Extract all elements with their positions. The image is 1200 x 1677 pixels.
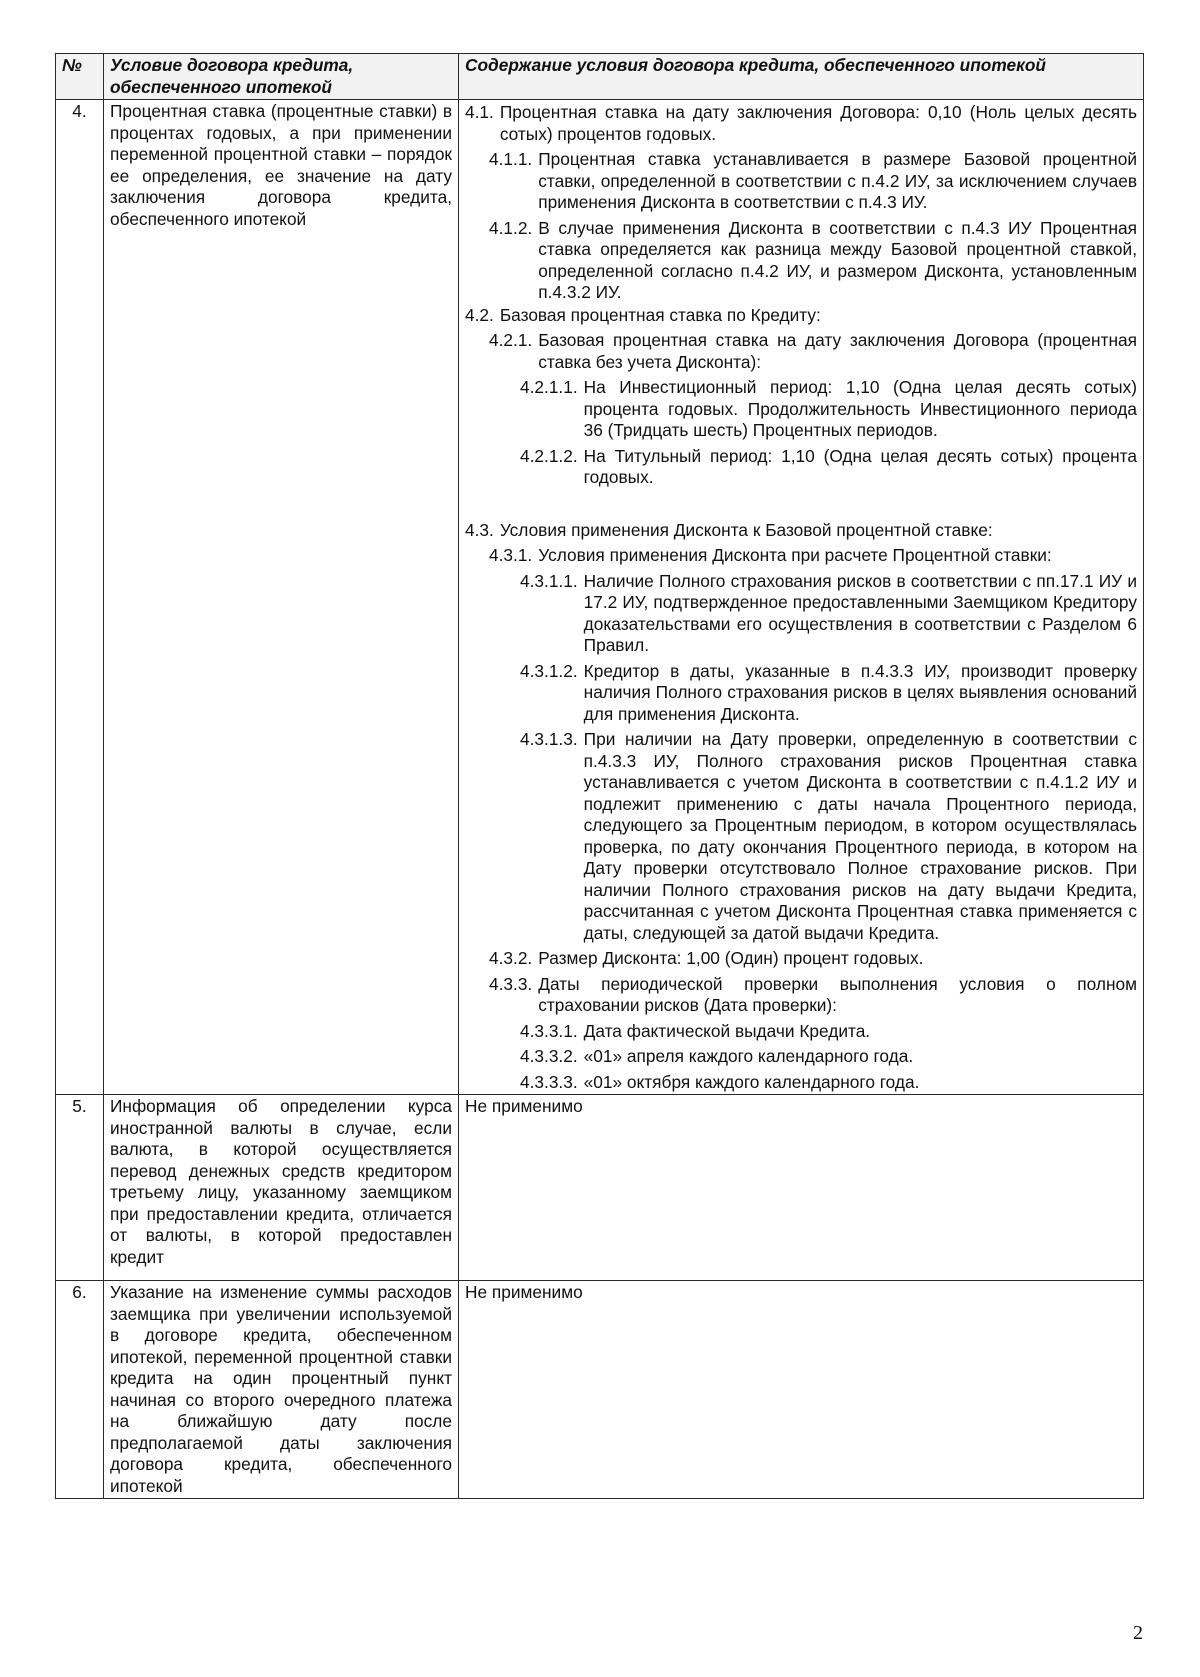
clause-text: На Титульный период: 1,10 (Одна целая десять сотых) процента годовых. bbox=[583, 445, 1137, 487]
clause-item bbox=[465, 102, 1137, 145]
clause-text: Размер Дисконта: 1,00 (Один) процент годовых. bbox=[538, 948, 924, 968]
clause-number: 4.2. bbox=[465, 304, 494, 325]
clause-text: Процентная ставка на дату заключения Договора: 0,10 (Ноль целых десять сотых) процентов годовых. bbox=[499, 102, 1137, 144]
clause-number: 4.1.1. bbox=[489, 149, 533, 169]
clause-item bbox=[465, 446, 1137, 489]
page-number: 2 bbox=[1133, 1622, 1143, 1644]
row-condition: Процентная ставка (процентные ставки) в процентах годовых, а при применении переменной процентной ставки – порядок ее определения, ее значение на дату заключения договора кредита, обеспеченного ипотекой bbox=[104, 100, 459, 1095]
clause-item bbox=[465, 729, 1137, 944]
row-condition: Информация об определении курса иностранной валюты в случае, если валюта, в которой осуществляется перевод денежных средств кредитором третьему лицу, указанному заемщиком при предоставлении кредита, отличается от валюты, в которой предоставлен кредит bbox=[104, 1095, 459, 1281]
clause-item bbox=[465, 218, 1137, 304]
row-content: Не применимо bbox=[459, 1095, 1144, 1281]
clause-item bbox=[465, 330, 1137, 373]
clause-number: 4.2.1. bbox=[489, 330, 533, 350]
clause-text: Дата фактической выдачи Кредита. bbox=[583, 1020, 871, 1041]
clause-text: Процентная ставка устанавливается в размере Базовой процентной ставки, определенной в соответствии с п.4.2 ИУ, за исключением случаев применения Дисконта в соответствии с п.4.3 ИУ. bbox=[538, 149, 1137, 212]
clause-text: Даты периодической проверки выполнения условия о полном страховании рисков (Дата проверки): bbox=[538, 973, 1137, 1015]
clause-item bbox=[465, 377, 1137, 442]
clause-text: В случае применения Дисконта в соответствии с п.4.3 ИУ Процентная ставка определяется как разница между Базовой процентной ставкой, определенной согласно п.4.2 ИУ, и размером Дисконта, установленным п.4.3.2 ИУ. bbox=[538, 217, 1137, 302]
row-number: 4. bbox=[56, 100, 104, 1095]
clause-item bbox=[465, 1021, 1137, 1043]
clause-text: При наличии на Дату проверки, определенную в соответствии с п.4.3.3 ИУ, Полного страхования рисков Процентная ставка устанавливается с учетом Дисконта в соответствии с п.4.1.2 ИУ и подлежит применению с даты начала Процентного периода, следующего за Процентным периодом, в котором осуществлялась проверка, по дату окончания Процентного периода, в котором на Дату проверки отсутствовало Полное страхование рисков. При наличии Полного страхования рисков на дату выдачи Кредита, рассчитанная с учетом Дисконта Процентная ставка применяется с даты, следующей за датой выдачи Кредита. bbox=[583, 729, 1137, 943]
clause-number: 4.3.2. bbox=[489, 948, 533, 968]
table-row bbox=[56, 100, 1144, 1095]
clause-number: 4.3. bbox=[465, 519, 494, 540]
clause-item bbox=[465, 305, 1137, 327]
clause-item bbox=[465, 571, 1137, 657]
clause-item bbox=[465, 974, 1137, 1017]
table-header-row bbox=[56, 54, 1144, 100]
clause-spacer bbox=[465, 489, 1137, 519]
clause-item bbox=[465, 520, 1137, 542]
clause-number: 4.3.1.3. bbox=[520, 729, 578, 749]
clause-number: 4.2.1.1. bbox=[520, 377, 578, 397]
clause-text: Кредитор в даты, указанные в п.4.3.3 ИУ, производит проверку наличия Полного страхования рисков в целях выявления оснований для применения Дисконта. bbox=[583, 660, 1137, 724]
row-condition: Указание на изменение суммы расходов заемщика при увеличении используемой в договоре кредита, обеспеченном ипотекой, переменной процентной ставки кредита на один процентный пункт начиная со второго очередного платежа на ближайшую дату после предполагаемой даты заключения договора кредита, обеспеченного ипотекой bbox=[104, 1281, 459, 1499]
clause-text: Условия применения Дисконта при расчете Процентной ставки: bbox=[538, 545, 1052, 565]
row-number: 6. bbox=[56, 1281, 104, 1499]
clause-item bbox=[465, 948, 1137, 970]
clause-text: «01» апреля каждого календарного года. bbox=[583, 1046, 914, 1066]
row-content: Не применимо bbox=[459, 1281, 1144, 1499]
clause-item bbox=[465, 1046, 1137, 1068]
credit-terms-table bbox=[55, 53, 1144, 1499]
header-content: Содержание условия договора кредита, обеспеченного ипотекой bbox=[459, 54, 1144, 100]
clause-number: 4.3.1. bbox=[489, 545, 533, 565]
header-number: № bbox=[56, 54, 104, 100]
table-row bbox=[56, 1281, 1144, 1499]
clause-number: 4.2.1.2. bbox=[520, 445, 578, 466]
clause-number: 4.3.3.2. bbox=[520, 1046, 578, 1066]
clause-text: Наличие Полного страхования рисков в соответствии с пп.17.1 ИУ и 17.2 ИУ, подтвержденное предоставленными Заемщиком Кредитору доказательствами его осуществления в соответствии с Разделом 6 Правил. bbox=[583, 570, 1137, 655]
clause-text: Условия применения Дисконта к Базовой процентной ставке: bbox=[499, 519, 993, 540]
clause-text: «01» октября каждого календарного года. bbox=[583, 1071, 920, 1092]
clause-item bbox=[465, 1072, 1137, 1094]
row-content bbox=[459, 100, 1144, 1095]
clause-number: 4.3.3.1. bbox=[520, 1020, 578, 1041]
clause-number: 4.1.2. bbox=[489, 217, 533, 238]
clause-number: 4.3.3. bbox=[489, 973, 533, 994]
clause-number: 4.3.1.1. bbox=[520, 570, 578, 591]
clause-number: 4.3.1.2. bbox=[520, 660, 578, 681]
clause-item bbox=[465, 149, 1137, 214]
row-number: 5. bbox=[56, 1095, 104, 1281]
clause-number: 4.3.3.3. bbox=[520, 1071, 578, 1092]
clause-text: Базовая процентная ставка на дату заключения Договора (процентная ставка без учета Дисконта): bbox=[538, 330, 1137, 372]
clause-item bbox=[465, 661, 1137, 726]
table-row bbox=[56, 1095, 1144, 1281]
interest-rate-clauses bbox=[465, 102, 1137, 1093]
clause-item bbox=[465, 545, 1137, 567]
clause-text: На Инвестиционный период: 1,10 (Одна целая десять сотых) процента годовых. Продолжительность Инвестиционного периода 36 (Тридцать шесть) Процентных периодов. bbox=[583, 377, 1137, 440]
clause-text: Базовая процентная ставка по Кредиту: bbox=[499, 304, 821, 325]
header-condition: Условие договора кредита, обеспеченного ипотекой bbox=[104, 54, 459, 100]
clause-number: 4.1. bbox=[465, 102, 494, 122]
